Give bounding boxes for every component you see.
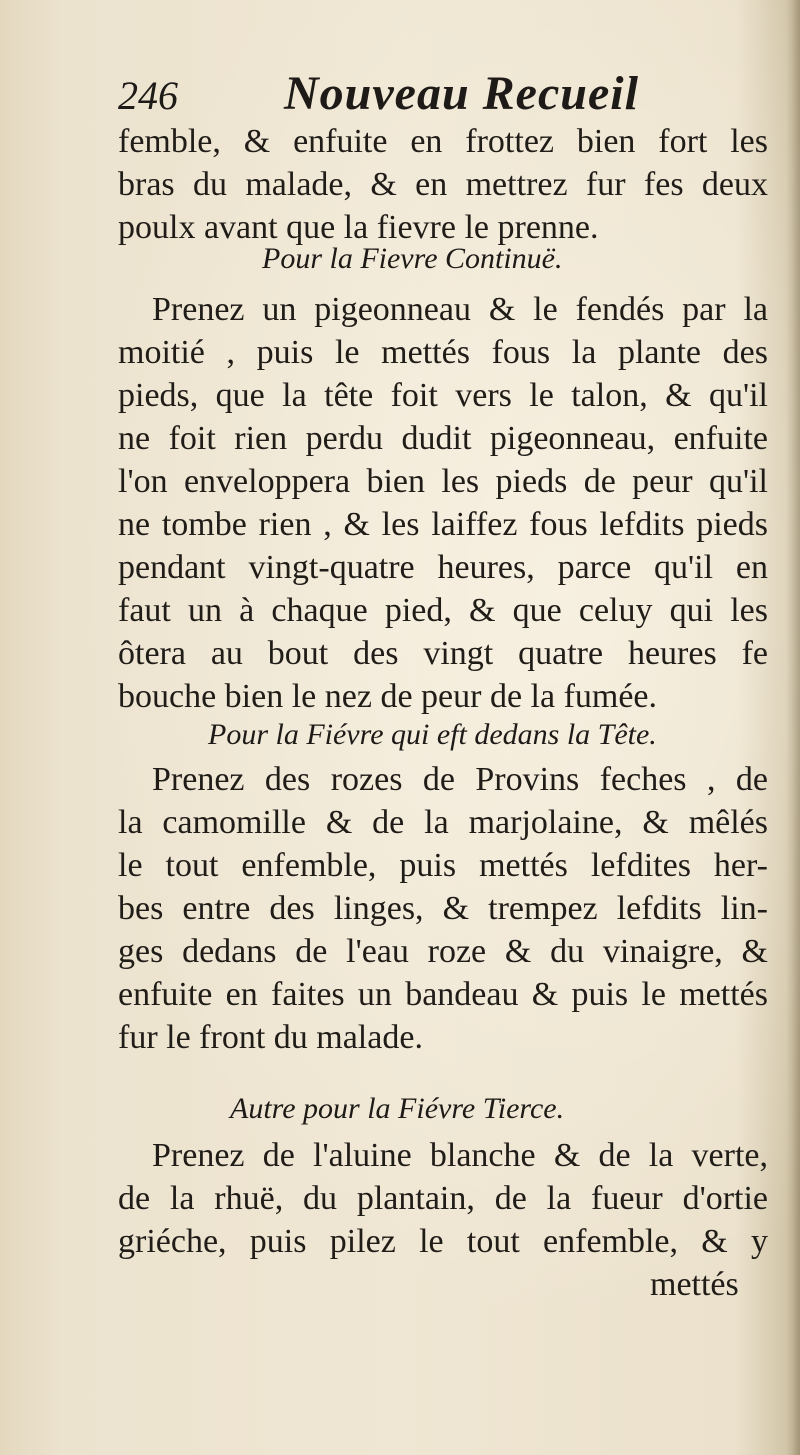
text-line: ne foit rien perdu dudit pigeonneau, enfuite <box>118 420 768 457</box>
text-line: ôtera au bout des vingt quatre heures fe <box>118 635 768 672</box>
text-line: enfuite en faites un bandeau & puis le mettés <box>118 976 768 1013</box>
section-body-fievre-tierce <box>118 1134 768 1263</box>
text-line: Prenez de l'aluine blanche & de la verte, <box>152 1137 768 1174</box>
catchword: mettés <box>650 1266 739 1303</box>
text-line: moitié , puis le mettés fous la plante des <box>118 334 768 371</box>
section-heading-fievre-continue: Pour la Fievre Continuë. <box>262 242 563 275</box>
section-body-fievre-tete <box>118 758 768 1059</box>
intro-paragraph <box>118 120 768 249</box>
text-line: pieds, que la tête foit vers le talon, & qu'il <box>118 377 768 414</box>
text-line: poulx avant que la fievre le prenne. <box>118 209 599 246</box>
section-heading-fievre-tierce: Autre pour la Fiévre Tierce. <box>230 1092 565 1125</box>
text-line: bes entre des linges, & trempez lefdits lin- <box>118 890 768 927</box>
text-line: ges dedans de l'eau roze & du vinaigre, & <box>118 933 768 970</box>
section-body-fievre-continue <box>118 288 768 718</box>
text-line: la camomille & de la marjolaine, & mêlés <box>118 804 768 841</box>
text-line: bras du malade, & en mettrez fur fes deux <box>118 166 768 203</box>
page-edge-shadow <box>786 0 800 1455</box>
text-line: griéche, puis pilez le tout enfemble, & y <box>118 1223 768 1260</box>
text-line: faut un à chaque pied, & que celuy qui les <box>118 592 768 629</box>
text-line: femble, & enfuite en frottez bien fort les <box>118 123 768 160</box>
text-line: l'on enveloppera bien les pieds de peur qu'il <box>118 463 768 500</box>
text-line: ne tombe rien , & les laiffez fous lefdits pieds <box>118 506 768 543</box>
text-line: le tout enfemble, puis mettés lefdites her- <box>118 847 768 884</box>
text-line: bouche bien le nez de peur de la fumée. <box>118 678 658 715</box>
running-title: Nouveau Recueil <box>284 67 639 120</box>
section-heading-fievre-tete: Pour la Fiévre qui eft dedans la Tête. <box>208 718 657 751</box>
running-head <box>118 66 678 126</box>
page-number: 246 <box>118 73 178 118</box>
text-line: Prenez un pigeonneau & le fendés par la <box>152 291 768 328</box>
text-line: de la rhuë, du plantain, de la fueur d'ortie <box>118 1180 768 1217</box>
text-line: pendant vingt-quatre heures, parce qu'il en <box>118 549 768 586</box>
text-line: fur le front du malade. <box>118 1019 423 1056</box>
text-line: Prenez des rozes de Provins feches , de <box>152 761 768 798</box>
